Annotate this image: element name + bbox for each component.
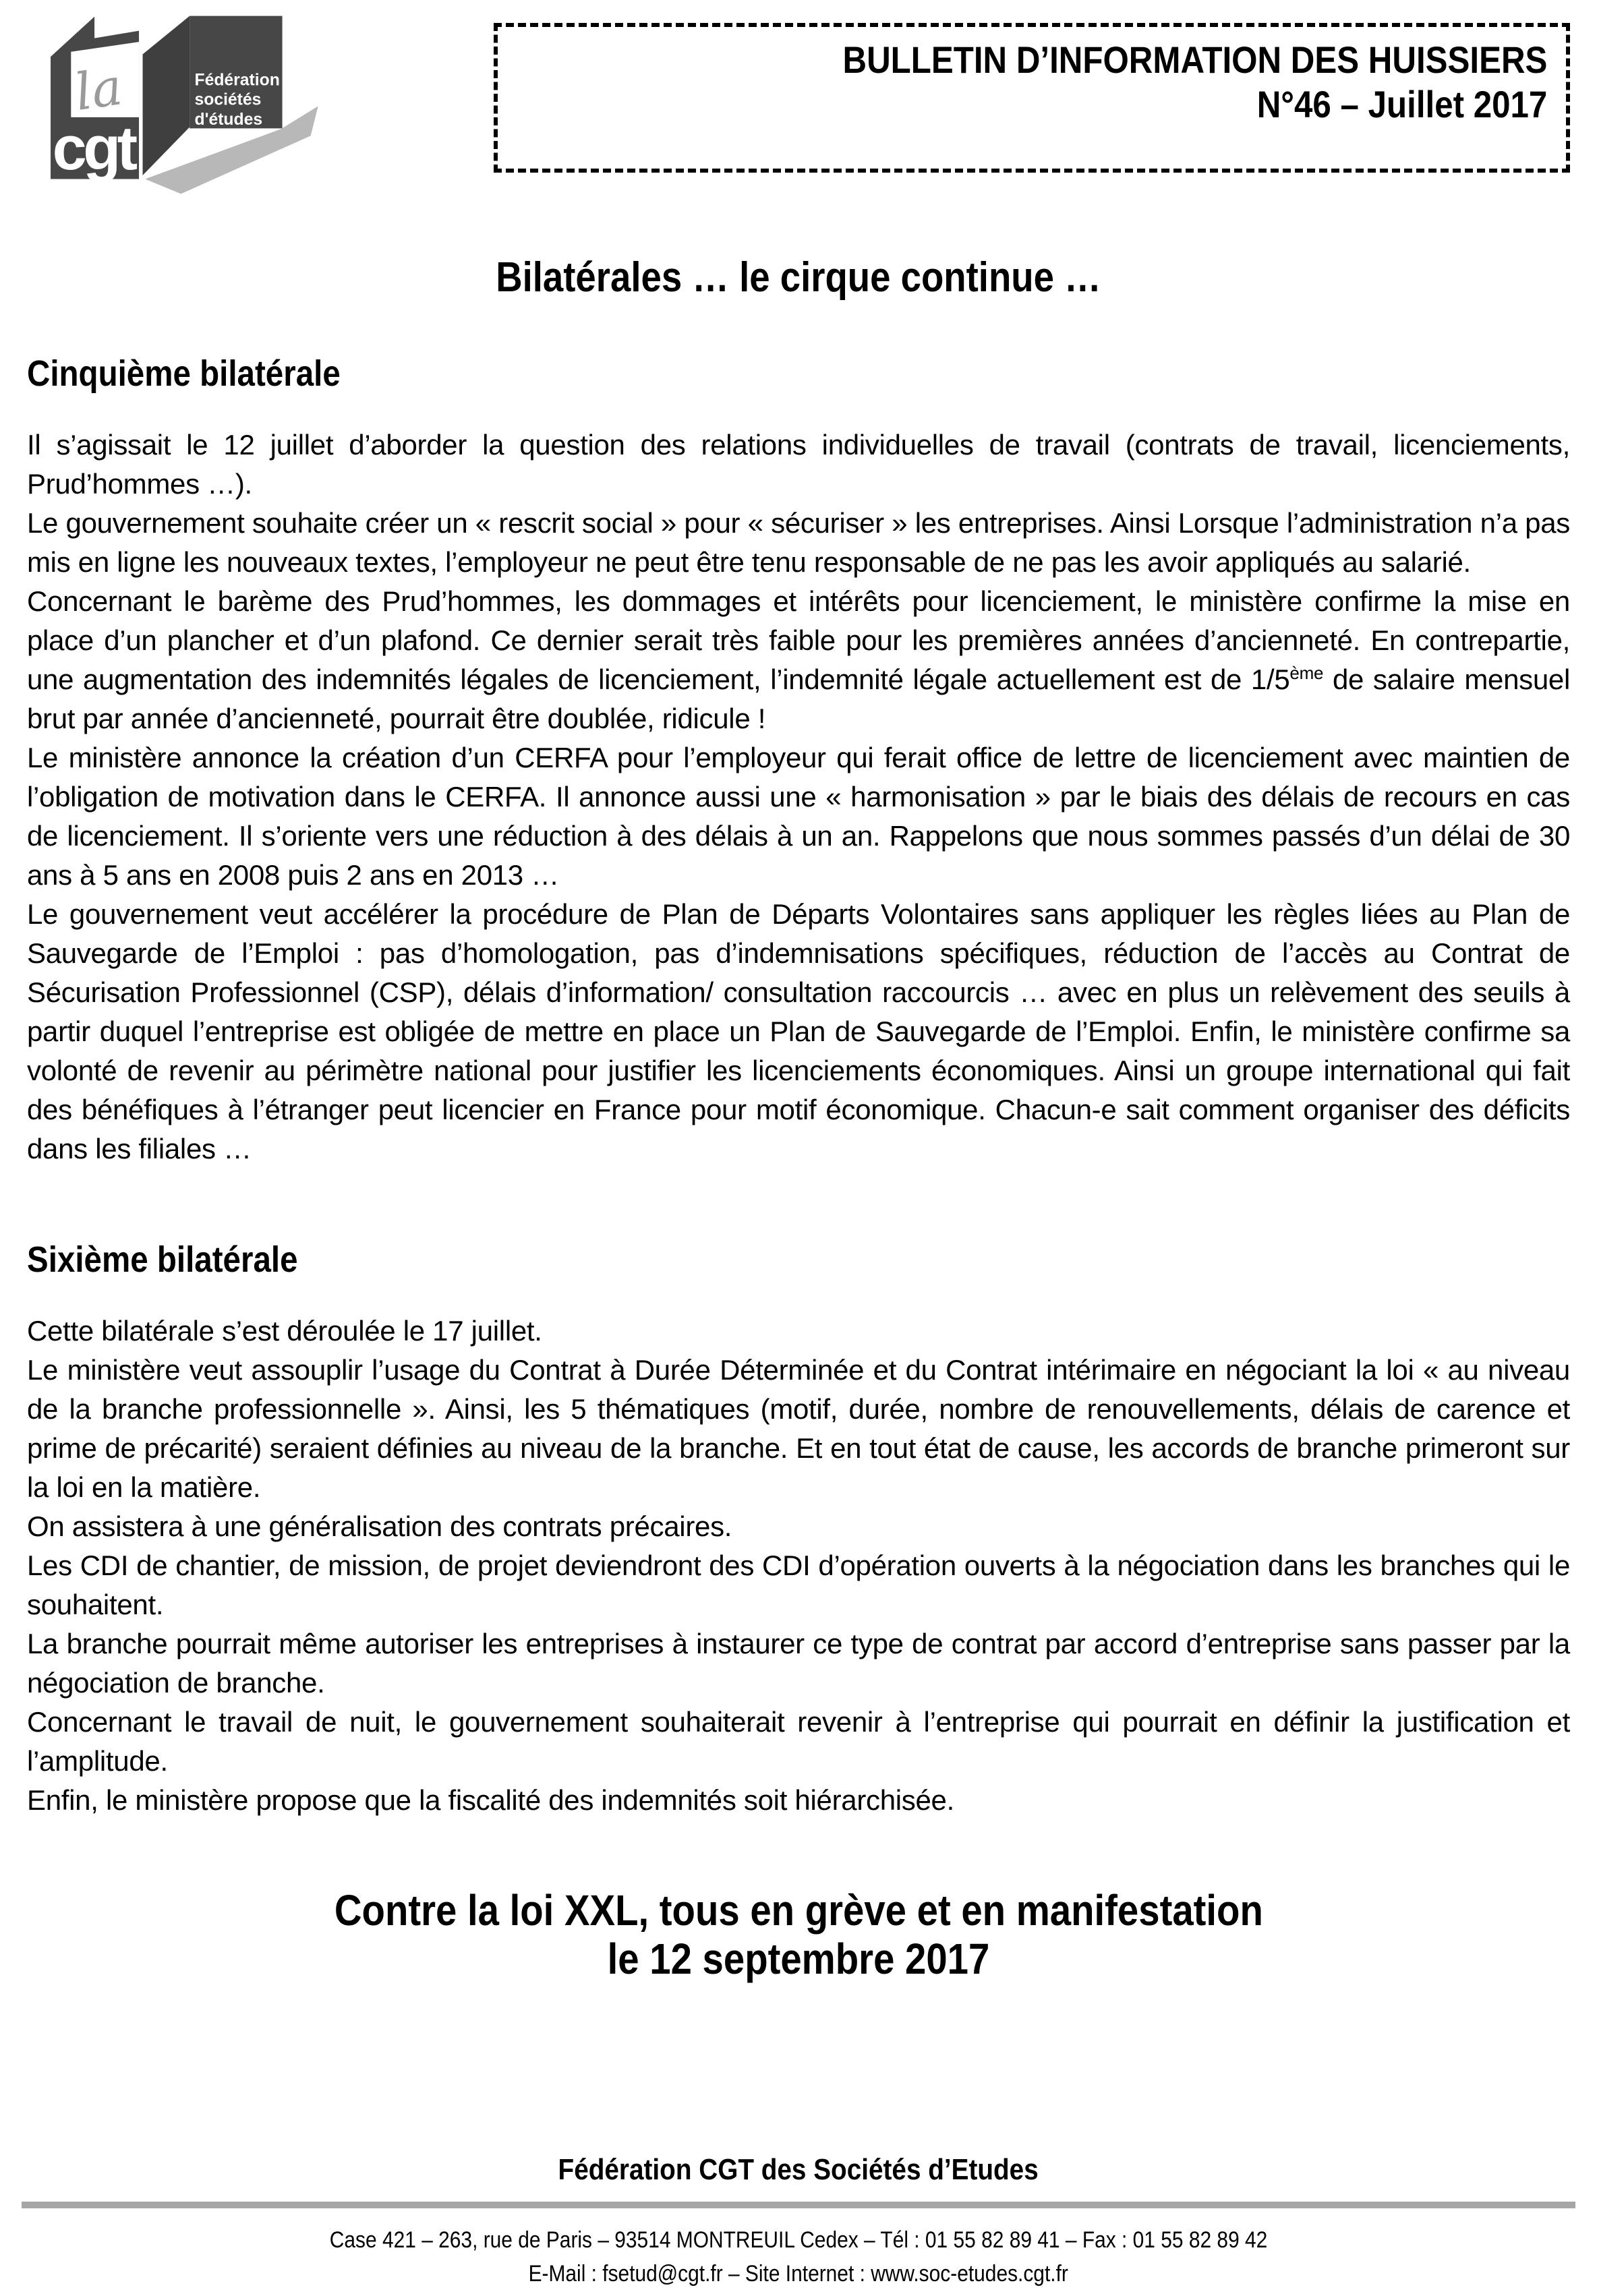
paragraph: Concernant le travail de nuit, le gouvernement souhaiterait revenir à l’entreprise qui pourrait en définir la justification et l’amplitude. <box>27 1706 1570 1777</box>
footer-contact <box>27 2257 1570 2291</box>
cta-line-2-text: le 12 septembre 2017 <box>607 1935 990 1983</box>
logo-middle-fold <box>143 16 190 175</box>
bulletin-issue-text: N°46 – Juillet 2017 <box>1256 83 1547 125</box>
paragraph-segment: Concernant le barème des Prud’hommes, les dommages et intérêts pour licenciement, le ministère confirme la mise en place d’un plancher et d’un plafond. Ce dernier serait très faible pour les premières années d’ancienneté. En contrepartie, une augmentation des indemnités légales de licenciement, l’indemnité légale actuellement est de 1/5 <box>27 585 1570 695</box>
section-heading-sixieme-text: Sixième bilatérale <box>27 1239 298 1280</box>
paragraph: Il s’agissait le 12 juillet d’aborder la question des relations individuelles de travail (contrats de travail, licenciements, Prud’hommes …). <box>27 429 1570 500</box>
cgt-logo-icon <box>22 13 330 199</box>
cta-line-1 <box>27 1886 1570 1935</box>
section-heading-sixieme <box>27 1239 1570 1281</box>
superscript: ème <box>1289 663 1324 683</box>
cgt-logo <box>22 13 330 199</box>
page-footer <box>27 2153 1570 2291</box>
section-cinquieme-body <box>27 425 1570 1169</box>
logo-org-line-2: sociétés <box>194 90 262 109</box>
footer-address-text: Case 421 – 263, rue de Paris – 93514 MONTREUIL Cedex – Tél : 01 55 82 89 41 – Fax : 01 55 82 89 42 <box>329 2227 1268 2253</box>
footer-organization <box>27 2153 1570 2187</box>
footer-address <box>27 2223 1570 2257</box>
call-to-action <box>27 1886 1570 1983</box>
paragraph-segment: de salaire mensuel brut par année d’ancienneté, pourrait être doublée, ridicule ! <box>27 664 1571 734</box>
footer-contact-text: E-Mail : fsetud@cgt.fr – Site Internet : www.soc-etudes.cgt.fr <box>528 2261 1069 2287</box>
section-heading-cinquieme-text: Cinquième bilatérale <box>27 353 341 394</box>
paragraph: La branche pourrait même autoriser les entreprises à instaurer ce type de contrat par accord d’entreprise sans passer par la négociation de branche. <box>27 1628 1570 1699</box>
footer-divider <box>22 2202 1575 2208</box>
paragraph: On assistera à une généralisation des contrats précaires. <box>27 1510 732 1542</box>
main-title <box>27 254 1570 301</box>
bulletin-title-text: BULLETIN D’INFORMATION DES HUISSIERS <box>842 38 1547 81</box>
main-title-text: Bilatérales … le cirque continue … <box>496 254 1101 301</box>
page-header <box>27 13 1570 216</box>
paragraph: Le ministère annonce la création d’un CERFA pour l’employeur qui ferait office de lettre de licenciement avec maintien de l’obligation de motivation dans le CERFA. Il annonce aussi une « harmonisation » par le biais des délais de recours en cas de licenciement. Il s’oriente vers une réduction à des délais à un an. Rappelons que nous sommes passés d’un délai de 30 ans à 5 ans en 2008 puis 2 ans en 2013 … <box>27 742 1570 891</box>
bulletin-title-box <box>494 23 1570 173</box>
bulletin-title <box>498 38 1547 82</box>
logo-acronym-cgt: cgt <box>52 113 134 183</box>
paragraph: Le ministère veut assouplir l’usage du Contrat à Durée Déterminée et du Contrat intérimaire en négociant la loi « au niveau de la branche professionnelle ». Ainsi, les 5 thématiques (motif, durée, nombre de renouvellements, délais de carence et prime de précarité) seraient définies au niveau de la branche. Et en tout état de cause, les accords de branche primeront sur la loi en la matière. <box>27 1354 1570 1503</box>
bulletin-issue <box>498 82 1547 127</box>
section-heading-cinquieme <box>27 353 1570 394</box>
paragraph: Le gouvernement souhaite créer un « rescrit social » pour « sécuriser » les entreprises. Ainsi Lorsque l’administration n’a pas mis en ligne les nouveaux textes, l’employeur ne peut être tenu responsable de ne pas les avoir appliqués au salarié. <box>27 507 1570 578</box>
paragraph: Enfin, le ministère propose que la fiscalité des indemnités soit hiérarchisée. <box>27 1784 954 1816</box>
paragraph: Cette bilatérale s’est déroulée le 17 juillet. <box>27 1315 542 1347</box>
logo-script-la: la <box>71 57 126 122</box>
logo-org-line-3: d'études <box>194 110 263 129</box>
logo-org-line-1: Fédération <box>194 71 280 90</box>
paragraph <box>27 582 1570 738</box>
paragraph: Le gouvernement veut accélérer la procédure de Plan de Départs Volontaires sans appliquer les règles liées au Plan de Sauvegarde de l’Emploi : pas d’homologation, pas d’indemnisations spécifiques, réduction de l’accès au Contrat de Sécurisation Professionnel (CSP), délais d’information/ consultation raccourcis … avec en plus un relèvement des seuils à partir duquel l’entreprise est obligée de mettre en place un Plan de Sauvegarde de l’Emploi. Enfin, le ministère confirme sa volonté de revenir au périmètre national pour justifier les licenciements économiques. Ainsi un groupe international qui fait des bénéfiques à l’étranger peut licencier en France pour motif économique. Chacun-e sait comment organiser des déficits dans les filiales … <box>27 898 1570 1165</box>
section-sixieme-body <box>27 1312 1570 1820</box>
paragraph: Les CDI de chantier, de mission, de projet deviendront des CDI d’opération ouverts à la négociation dans les branches qui le souhaitent. <box>27 1550 1570 1620</box>
cta-line-1-text: Contre la loi XXL, tous en grève et en manifestation <box>334 1886 1263 1935</box>
footer-organization-text: Fédération CGT des Sociétés d’Etudes <box>558 2153 1039 2186</box>
cta-line-2 <box>27 1935 1570 1983</box>
